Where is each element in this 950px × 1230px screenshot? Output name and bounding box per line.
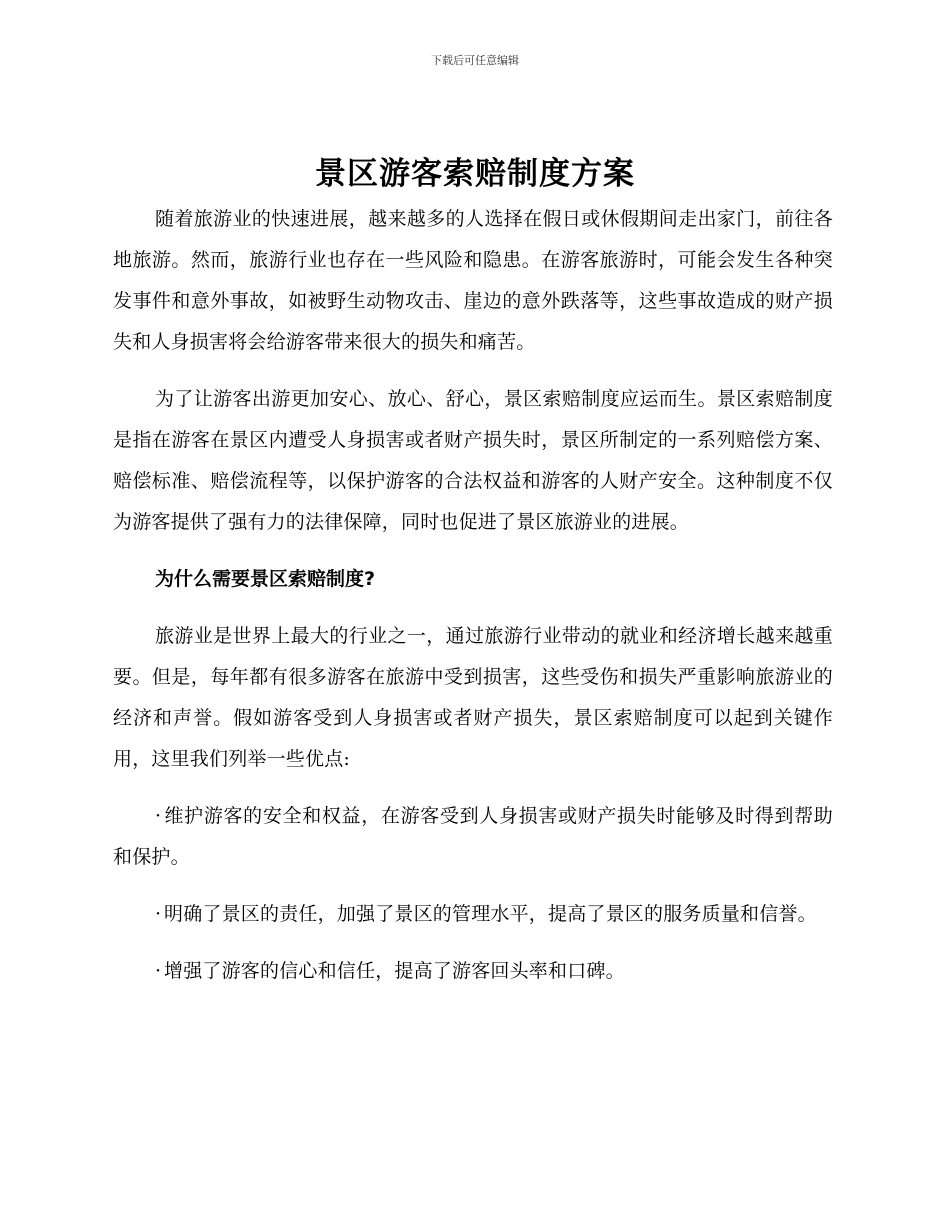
benefit-item: [113, 796, 833, 878]
document-title: 景区游客索赔制度方案: [315, 156, 635, 192]
section-heading: 为什么需要景区索赔制度?: [155, 568, 376, 590]
intro-paragraph-1: 随着旅游业的快速进展，越来越多的人选择在假日或休假期间走出家门，前往各地旅游。然而，旅游行业也存在一些风险和隐患。在游客旅游时，可能会发生各种突发事件和意外事故，如被野生动物攻击、崖边的意外跌落等，这些事故造成的财产损失和人身损害将会给游客带来很大的损失和痛苦。: [113, 208, 833, 353]
benefit-item-text: 维护游客的安全和权益，在游客受到人身损害或财产损失时能够及时得到帮助和保护。: [113, 805, 833, 868]
section-paragraph: 旅游业是世界上最大的行业之一，通过旅游行业带动的就业和经济增长越来越重要。但是，每年都有很多游客在旅游中受到损害，这些受伤和损失严重影响旅游业的经济和声誉。假如游客受到人身损害或者财产损失，景区索赔制度可以起到关键作用，这里我们列举一些优点:: [113, 625, 833, 770]
header-note: 下载后可任意编辑: [431, 54, 519, 67]
document-body: [113, 199, 833, 1008]
benefit-item-text: 增强了游客的信心和信任，提高了游客回头率和口碑。: [164, 960, 625, 982]
benefit-item: [113, 894, 833, 935]
benefit-item: [113, 951, 833, 992]
bullet-mark: ·: [155, 960, 162, 982]
benefit-list: [113, 796, 833, 992]
bullet-mark: ·: [155, 805, 162, 827]
benefit-item-text: 明确了景区的责任，加强了景区的管理水平，提高了景区的服务质量和信誉。: [164, 903, 817, 925]
intro-paragraph-2: 为了让游客出游更加安心、放心、舒心，景区索赔制度应运而生。景区索赔制度是指在游客在景区内遭受人身损害或者财产损失时，景区所制定的一系列赔偿方案、赔偿标准、赔偿流程等，以保护游客的合法权益和游客的人财产安全。这种制度不仅为游客提供了强有力的法律保障，同时也促进了景区旅游业的进展。: [113, 388, 833, 533]
bullet-mark: ·: [155, 903, 162, 925]
